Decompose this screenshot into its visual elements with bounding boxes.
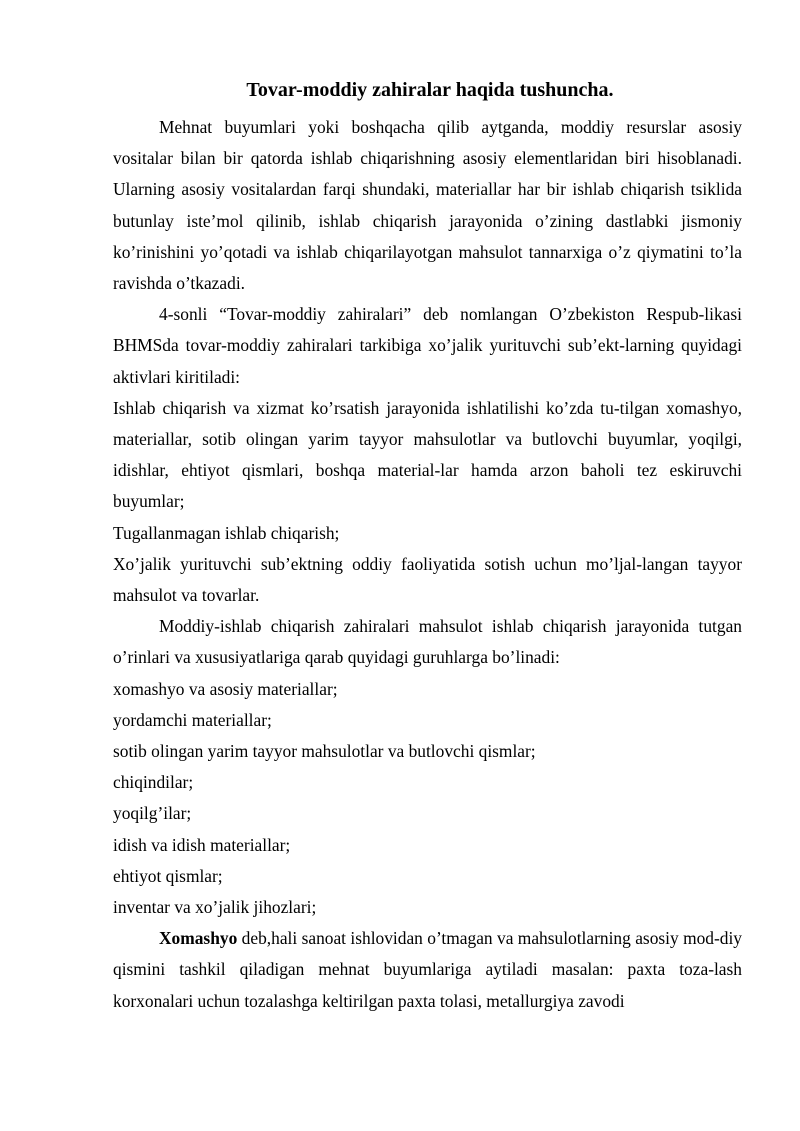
list-item: inventar va xo’jalik jihozlari;: [113, 897, 317, 918]
paragraph-7: [113, 923, 742, 1017]
paragraph-6: Moddiy-ishlab chiqarish zahiralari mahsulot ishlab chiqarish jarayonida tutgan o’rinlari va xususiyatlariga qarab quyidagi guruhlarga bo’linadi:: [113, 616, 742, 668]
page-title: Tovar-moddiy zahiralar haqida tushuncha.: [246, 79, 614, 101]
paragraph-5: Xo’jalik yurituvchi sub’ektning oddiy faoliyatida sotish uchun mo’ljal-langan tayyor mahsulot va tovarlar.: [113, 553, 742, 606]
term-xomashyo: Xomashyo: [159, 928, 238, 949]
list-item: yoqilg’ilar;: [113, 803, 192, 824]
paragraph-3: Ishlab chiqarish va xizmat ko’rsatish jarayonida ishlatilishi ko’zda tu-tilgan xomashyo, materiallar, sotib olingan yarim tayyor mahsulotlar va butlovchi buyumlar, yoqilgi, idishlar, ehtiyot qismlari, boshqa material-lar hamda arzon baholi tez eskiruvchi buyumlar;: [113, 397, 742, 512]
document-body: [113, 112, 742, 1017]
list-item: idish va idish materiallar;: [113, 834, 291, 855]
list-item: sotib olingan yarim tayyor mahsulotlar va butlovchi qismlar;: [113, 741, 536, 762]
paragraph-7-text: deb,hali sanoat ishlovidan o’tmagan va mahsulotlarning asosiy mod-diy qismini tashkil qiladigan mehnat buyumlariga aytiladi masalan: paxta toza-lash korxonalari uchun tozalashga keltirilgan paxta tolasi, metallurgiya zavodi: [113, 928, 742, 1011]
paragraph-4: Tugallanmagan ishlab chiqarish;: [113, 522, 340, 543]
list-item: chiqindilar;: [113, 772, 194, 793]
list-item: ehtiyot qismlar;: [113, 865, 223, 886]
paragraph-1: Mehnat buyumlari yoki boshqacha qilib aytganda, moddiy resurslar asosiy vositalar bilan bir qatorda ishlab chiqarishning asosiy elementlaridan biri hisoblanadi. Ularning asosiy vositalardan farqi shundaki, materiallar har bir ishlab chiqarish tsiklida butunlay iste’mol qilinib, ishlab chiqarish jarayonida o’zining dastlabki jismoniy ko’rinishini yo’qotadi va ishlab chiqarilayotgan mahsulot tannarxiga o’z qiymatini to’la ravishda o’tkazadi.: [113, 117, 742, 294]
list-item: xomashyo va asosiy materiallar;: [113, 678, 338, 699]
paragraph-2: 4-sonli “Tovar-moddiy zahiralari” deb nomlangan O’zbekiston Respub-likasi BHMSda tovar-moddiy zahiralari tarkibiga xo’jalik yurituvchi sub’ekt-larning quyidagi aktivlari kiritiladi:: [113, 304, 742, 387]
list-item: yordamchi materiallar;: [113, 709, 272, 730]
